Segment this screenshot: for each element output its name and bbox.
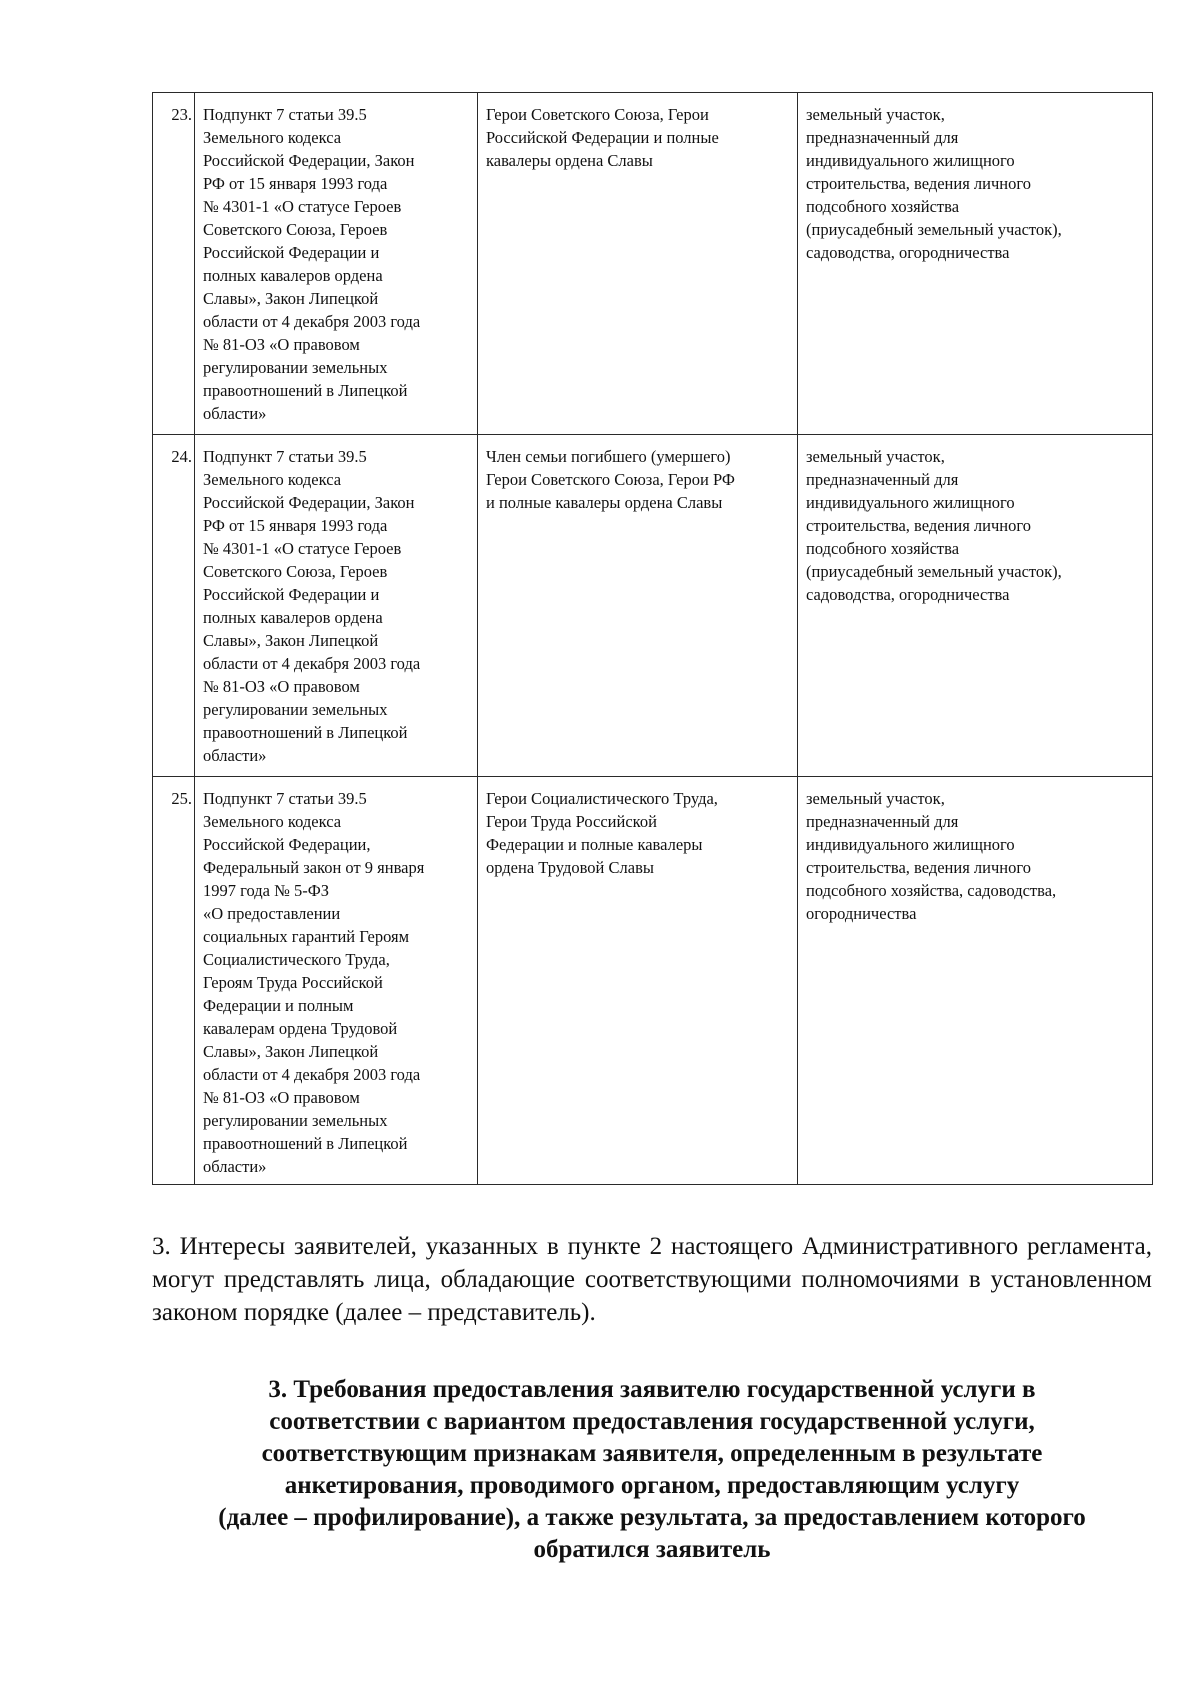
applicant-category-cell: Герои Социалистического Труда, Герои Труда Российской Федерации и полные кавалеры ордена Трудовой Славы — [478, 777, 798, 1185]
row-number: 25. — [153, 777, 195, 1185]
applicant-category-cell: Член семьи погибшего (умершего) Герои Советского Союза, Герои РФ и полные кавалеры ордена Славы — [478, 435, 798, 777]
legal-basis-cell: Подпункт 7 статьи 39.5 Земельного кодекса Российской Федерации, Закон РФ от 15 января 1993 года № 4301-1 «О статусе Героев Советского Союза, Героев Российской Федерации и полных кавалеров ордена Славы», Закон Липецкой области от 4 декабря 2003 года № 81-ОЗ «О правовом регулировании земельных правоотношений в Липецкой области» — [195, 435, 478, 777]
table-row — [153, 93, 1153, 435]
section-heading: 3. Требования предоставления заявителю государственной услуги в соответствии с вариантом предоставления государственной услуги, соответствующим признакам заявителя, определенным в результате анкетирования, проводимого органом, предоставляющим услугу (далее – профилирование), а также результата, за предоставлением которого обратился заявитель — [218, 1376, 1086, 1563]
land-purpose-cell: земельный участок, предназначенный для индивидуального жилищного строительства, ведения личного подсобного хозяйства (приусадебный земельный участок), садоводства, огородничества — [798, 93, 1153, 435]
land-purpose-cell: земельный участок, предназначенный для индивидуального жилищного строительства, ведения личного подсобного хозяйства, садоводства, огородничества — [798, 777, 1153, 1185]
applicant-category-cell: Герои Советского Союза, Герои Российской Федерации и полные кавалеры ордена Славы — [478, 93, 798, 435]
table-row — [153, 777, 1153, 1185]
representative-paragraph: 3. Интересы заявителей, указанных в пункте 2 настоящего Административного регламента, могут представлять лица, обладающие соответствующими полномочиями в установленном законом порядке (далее – представитель). — [152, 1233, 1152, 1326]
row-number: 23. — [153, 93, 195, 435]
land-purpose-cell: земельный участок, предназначенный для индивидуального жилищного строительства, ведения личного подсобного хозяйства (приусадебный земельный участок), садоводства, огородничества — [798, 435, 1153, 777]
row-number: 24. — [153, 435, 195, 777]
applicant-categories-table — [152, 92, 1153, 1185]
legal-basis-cell: Подпункт 7 статьи 39.5 Земельного кодекса Российской Федерации, Закон РФ от 15 января 1993 года № 4301-1 «О статусе Героев Советского Союза, Героев Российской Федерации и полных кавалеров ордена Славы», Закон Липецкой области от 4 декабря 2003 года № 81-ОЗ «О правовом регулировании земельных правоотношений в Липецкой области» — [195, 93, 478, 435]
legal-basis-cell: Подпункт 7 статьи 39.5 Земельного кодекса Российской Федерации, Федеральный закон от 9 января 1997 года № 5-ФЗ «О предоставлении социальных гарантий Героям Социалистического Труда, Героям Труда Российской Федерации и полным кавалерам ордена Трудовой Славы», Закон Липецкой области от 4 декабря 2003 года № 81-ОЗ «О правовом регулировании земельных правоотношений в Липецкой области» — [195, 777, 478, 1185]
table-row — [153, 435, 1153, 777]
